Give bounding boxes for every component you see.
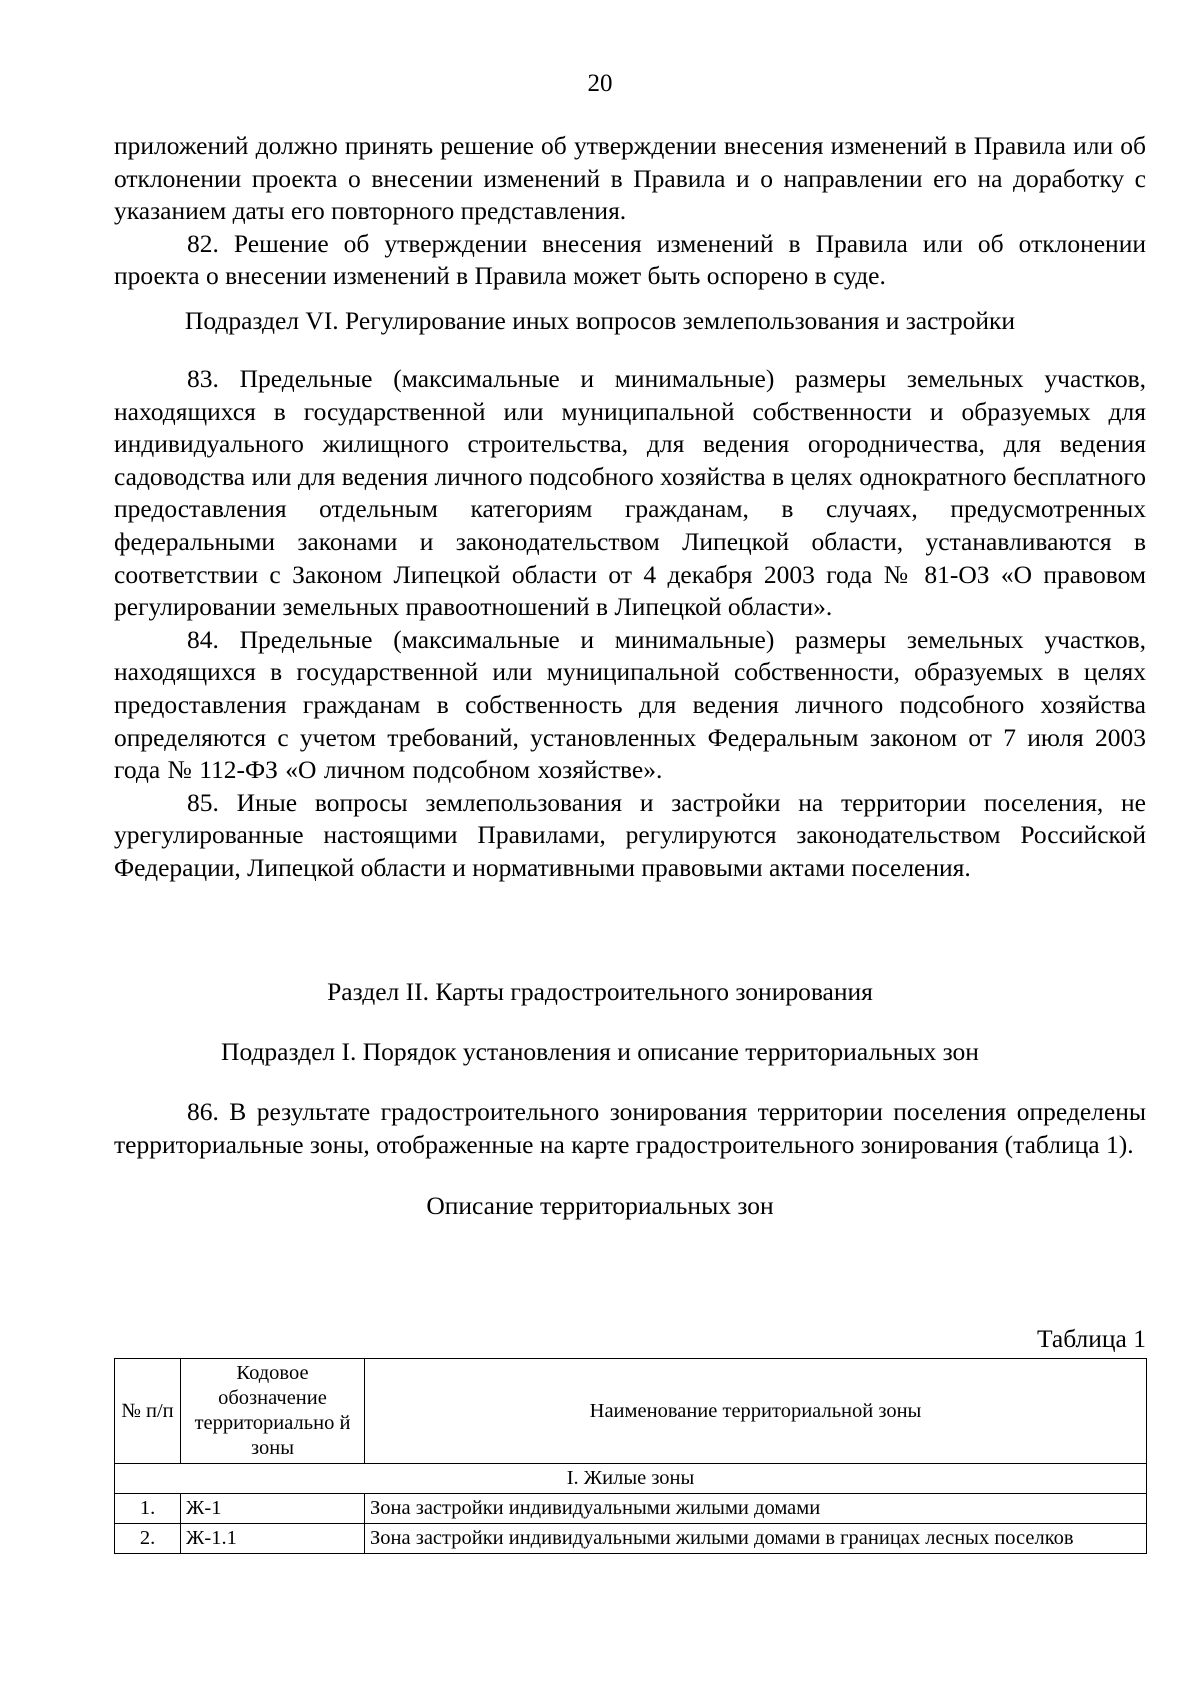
subsection-i-heading: Подраздел I. Порядок установления и описание территориальных зон xyxy=(221,1037,979,1066)
row-code: Ж-1.1 xyxy=(181,1524,365,1554)
paragraph-83: 83. Предельные (максимальные и минимальные) размеры земельных участков, находящихся в государственной или муниципальной собственности и образуемых для индивидуального жилищного строительства, для ведения огородничества, для ведения садоводства или для ведения личного подсобного хозяйства в целях однократного бесплатного предоставления отдельным категориям гражданам, в случаях, предусмотренных федеральными законами и законодательством Липецкой области, устанавливаются в соответствии с Законом Липецкой области от 4 декабря 2003 года № 81-ОЗ «О правовом регулировании земельных правоотношений в Липецкой области». xyxy=(114,364,1146,622)
header-code: Кодовое обозначение территориально й зоны xyxy=(181,1359,365,1464)
paragraph-85: 85. Иные вопросы землепользования и застройки на территории поселения, не урегулированные настоящими Правилами, регулируются законодательством Российской Федерации, Липецкой области и нормативными правовыми актами поселения. xyxy=(114,787,1146,882)
subsection-vi-heading: Подраздел VI. Регулирование иных вопросов землепользования и застройки xyxy=(184,306,1016,335)
table-title: Описание территориальных зон xyxy=(426,1191,774,1220)
table-label: Таблица 1 xyxy=(1036,1324,1146,1353)
header-name: Наименование территориальной зоны xyxy=(365,1359,1147,1464)
table-row xyxy=(115,1494,1147,1524)
paragraph-continuation: приложений должно принять решение об утверждении внесения изменений в Правила или об отклонении проекта о внесении изменений в Правила и о направлении его на доработку с указанием даты его повторного представления. xyxy=(114,131,1146,226)
header-num: № п/п xyxy=(115,1359,181,1464)
table-header-row xyxy=(115,1359,1147,1464)
row-num: 2. xyxy=(115,1524,181,1554)
document-body xyxy=(114,130,1146,293)
paragraph-84: 84. Предельные (максимальные и минимальные) размеры земельных участков, находящихся в государственной или муниципальной собственности, образуемых в целях предоставления гражданам в собственность для ведения личного подсобного хозяйства определяются с учетом требований, установленных Федеральным законом от 7 июля 2003 года № 112-ФЗ «О личном подсобном хозяйстве». xyxy=(114,624,1146,785)
territorial-zones-table xyxy=(114,1358,1147,1554)
table-row xyxy=(115,1524,1147,1554)
paragraph-82: 82. Решение об утверждении внесения изменений в Правила или об отклонении проекта о внесении изменений в Правила может быть оспорено в суде. xyxy=(114,228,1146,291)
section-ii-heading: Раздел II. Карты градостроительного зонирования xyxy=(327,977,873,1006)
row-code: Ж-1 xyxy=(181,1494,365,1524)
document-body-vi xyxy=(114,363,1146,885)
table-section-row xyxy=(115,1464,1147,1494)
section-residential-zones: I. Жилые зоны xyxy=(115,1464,1147,1494)
paragraph-86: 86. В результате градостроительного зонирования территории поселения определены территориальные зоны, отображенные на карте градостроительного зонирования (таблица 1). xyxy=(114,1097,1146,1159)
page-number: 20 xyxy=(587,70,613,97)
row-name: Зона застройки индивидуальными жилыми домами в границах лесных поселков xyxy=(365,1524,1147,1554)
document-body-86 xyxy=(114,1096,1146,1161)
row-name: Зона застройки индивидуальными жилыми домами xyxy=(365,1494,1147,1524)
row-num: 1. xyxy=(115,1494,181,1524)
